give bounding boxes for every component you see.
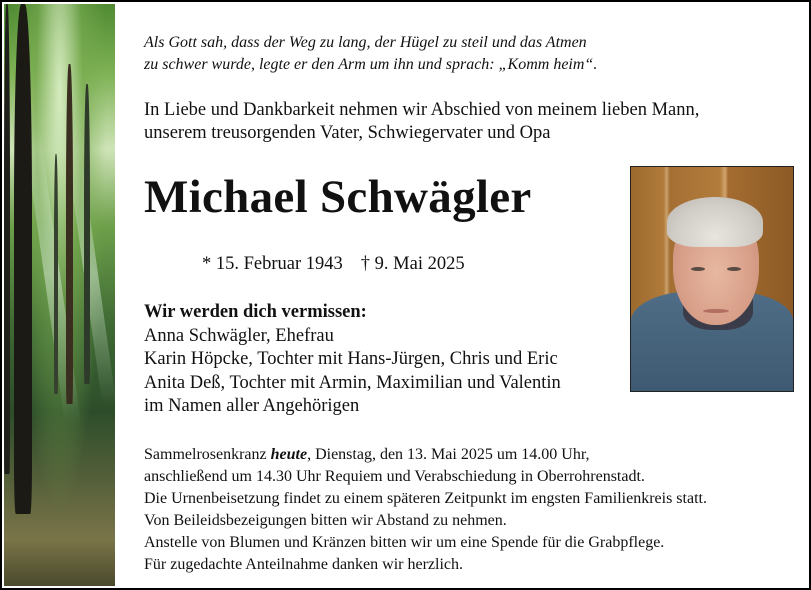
tree-trunk (66, 64, 73, 404)
birth-date: * 15. Februar 1943 (202, 254, 343, 274)
death-date: † 9. Mai 2025 (360, 254, 465, 274)
tree-trunk (84, 84, 90, 384)
forest-sidebar-image (4, 4, 115, 586)
info-text: , Dienstag, den 13. Mai 2025 um 14.00 Uhr, (307, 446, 590, 463)
tree-trunk (4, 4, 10, 474)
life-dates (202, 254, 465, 275)
photo-eye (691, 267, 705, 271)
info-line: Anstelle von Blumen und Kränzen bitten wir um eine Spende für die Grabpflege. (144, 534, 665, 551)
info-line: anschließend um 14.30 Uhr Requiem und Verabschiedung in Oberrohrenstadt. (144, 468, 645, 485)
info-line: Von Beileidsbezeigungen bitten wir Abstand zu nehmen. (144, 512, 507, 529)
family-list (144, 301, 561, 419)
photo-hair (667, 197, 763, 247)
sunray (66, 144, 115, 404)
photo-mouth (703, 309, 729, 313)
quote-line: zu schwer wurde, legte er den Arm um ihn und sprach: „Komm heim“. (144, 56, 598, 73)
tree-trunk (54, 154, 58, 394)
intro-line: unserem treusorgenden Vater, Schwiegervater und Opa (144, 123, 551, 143)
family-member: Karin Höpcke, Tochter mit Hans-Jürgen, Chris und Eric (144, 349, 558, 369)
info-text: Sammelrosenkranz (144, 446, 271, 463)
family-member: Anita Deß, Tochter mit Armin, Maximilian und Valentin (144, 372, 561, 393)
intro-text (144, 99, 699, 145)
quote-line: Als Gott sah, dass der Weg zu lang, der Hügel zu steil und das Atmen (144, 34, 587, 51)
photo-eye (727, 267, 741, 271)
family-member: Anna Schwägler, Ehefrau (144, 325, 334, 346)
info-line: Für zugedachte Anteilnahme danken wir herzlich. (144, 556, 463, 573)
intro-line: In Liebe und Dankbarkeit nehmen wir Abschied von meinem lieben Mann, (144, 100, 700, 120)
quote (144, 32, 597, 76)
deceased-name: Michael Schwägler (144, 171, 532, 223)
tree-trunk (14, 4, 32, 514)
portrait-photo (630, 166, 794, 392)
info-line (144, 444, 707, 466)
service-info (144, 444, 707, 576)
family-member: im Namen aller Angehörigen (144, 396, 360, 416)
info-line: Die Urnenbeisetzung findet zu einem späteren Zeitpunkt im engsten Familienkreis statt. (144, 490, 707, 507)
family-heading: Wir werden dich vermissen: (144, 302, 367, 322)
info-emphasis: heute (270, 446, 308, 463)
